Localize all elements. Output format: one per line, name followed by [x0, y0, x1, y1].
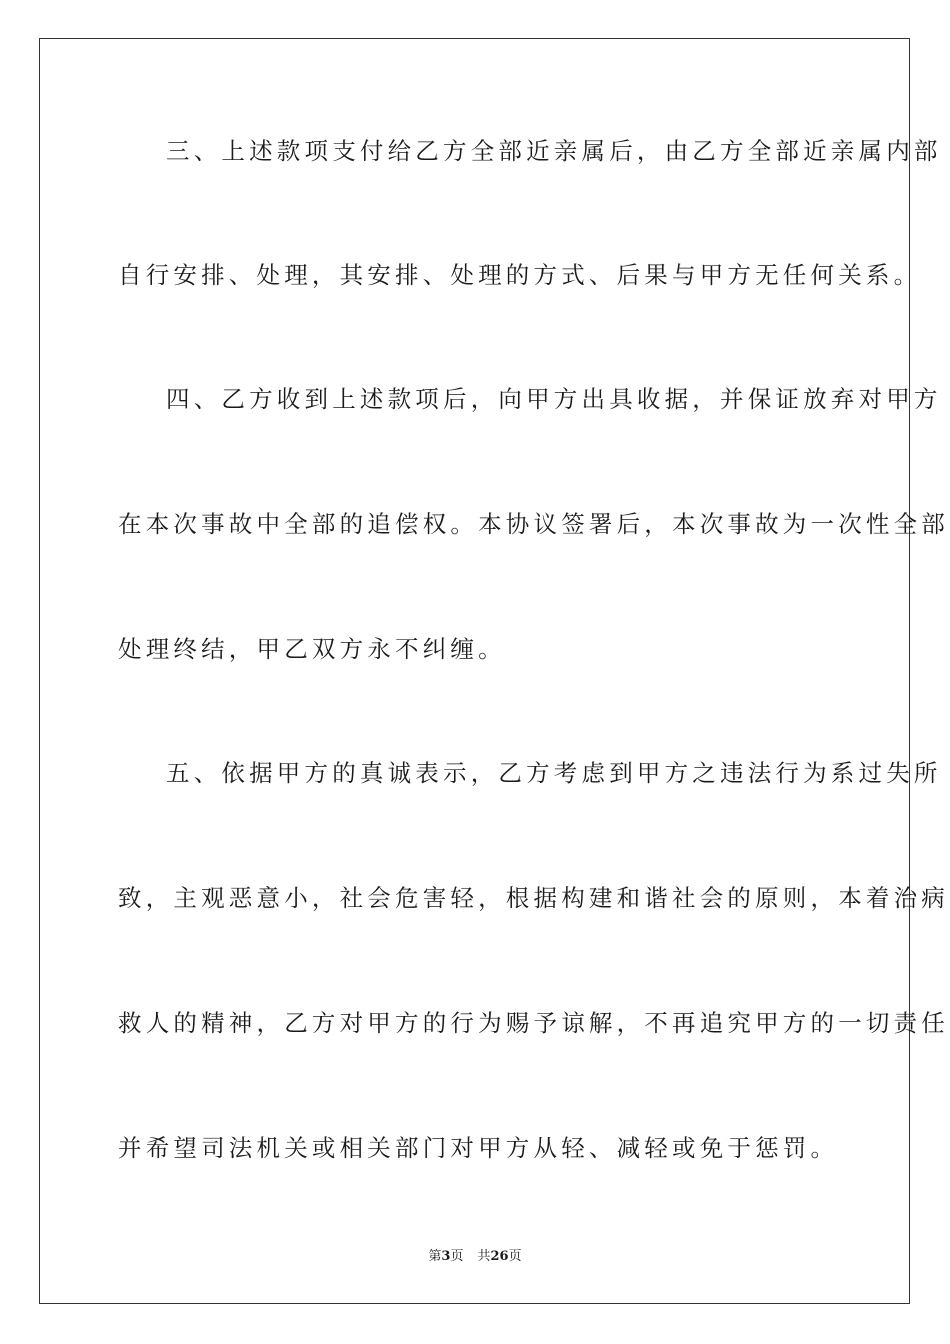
- page-border: [39, 38, 949, 1304]
- footer-page-number: 3: [441, 1249, 451, 1264]
- paragraph-4-line-1: 四、乙方收到上述款项后，向甲方出具收据，并保证放弃对甲方: [166, 385, 942, 413]
- footer-total-pages: 26: [490, 1249, 509, 1264]
- paragraph-4-line-3: 处理终结，甲乙双方永不纠缠。: [118, 635, 506, 663]
- footer-page-suffix: 页: [450, 1249, 464, 1264]
- page-footer: [0, 1249, 950, 1265]
- paragraph-4-line-2: 在本次事故中全部的追偿权。本协议签署后，本次事故为一次性全部: [118, 510, 949, 538]
- paragraph-5-line-1: 五、依据甲方的真诚表示，乙方考虑到甲方之违法行为系过失所: [166, 759, 942, 787]
- paragraph-5-line-4: 并希望司法机关或相关部门对甲方从轻、减轻或免于惩罚。: [118, 1134, 839, 1162]
- paragraph-5-line-2: 致，主观恶意小，社会危害轻，根据构建和谐社会的原则，本着治病: [118, 884, 949, 912]
- footer-total-suffix: 页: [508, 1249, 522, 1264]
- paragraph-3-line-1: 三、上述款项支付给乙方全部近亲属后，由乙方全部近亲属内部: [166, 137, 942, 165]
- paragraph-3-line-2: 自行安排、处理，其安排、处理的方式、后果与甲方无任何关系。: [118, 261, 922, 289]
- paragraph-5-line-3: 救人的精神，乙方对甲方的行为赐予谅解，不再追究甲方的一切责任: [118, 1009, 949, 1037]
- footer-total-prefix: 共: [477, 1249, 491, 1264]
- footer-page-prefix: 第: [428, 1249, 442, 1264]
